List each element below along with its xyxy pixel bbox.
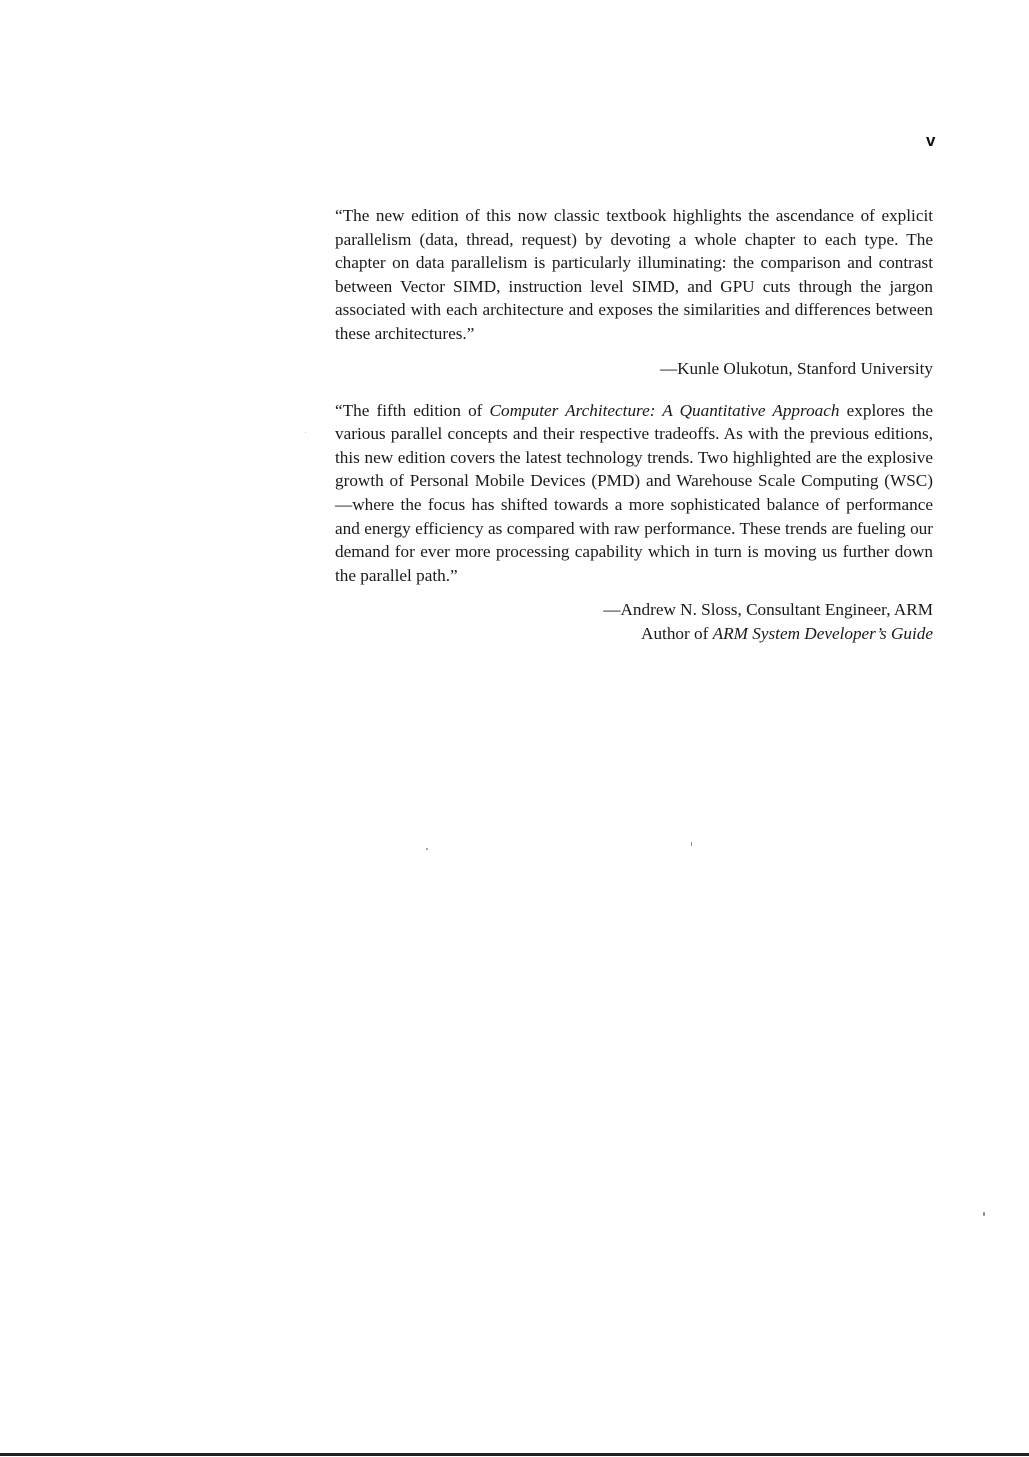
attribution-sloss: —Andrew N. Sloss, Consultant Engineer, ARM (603, 600, 933, 620)
quote-sloss-lead: “The fifth edition of (335, 400, 490, 420)
page-bottom-edge (0, 1453, 1029, 1456)
attribution-sloss-author-line (335, 622, 933, 646)
book-title-computer-architecture: Computer Architecture: A Quantitative Approach (489, 400, 840, 420)
scan-speck (691, 842, 692, 846)
quote-sloss (335, 399, 933, 588)
attribution-olukotun: —Kunle Olukotun, Stanford University (659, 358, 933, 378)
book-title-arm-guide: ARM System Developer’s Guide (712, 624, 933, 644)
scan-speck (426, 848, 428, 850)
scan-speck (983, 1212, 985, 1216)
page-number: v (926, 131, 936, 150)
scan-speck (305, 432, 306, 433)
quote-sloss-body: explores the various parallel concepts and their respective tradeoffs. As with the previous editions, this new edition covers the latest technology trends. Two highlighted are the explosive growth of Personal Mobile Devices (PMD) and Warehouse Scale Computing (WSC)—where the focus has shifted towards a more sophisticated balance of performance and energy efficiency as compared with raw performance. These trends are fueling our demand for ever more processing capability which in turn is moving us further down the parallel path.” (335, 400, 933, 585)
testimonials (335, 204, 933, 646)
author-prefix: Author of (641, 624, 713, 644)
quote-olukotun: “The new edition of this now classic textbook highlights the ascendance of explicit parallelism (data, thread, request) by devoting a whole chapter to each type. The chapter on data parallelism is particularly illuminating: the comparison and contrast between Vector SIMD, instruction level SIMD, and GPU cuts through the jargon associated with each architecture and exposes the similarities and differences between these architectures.” (335, 206, 933, 343)
